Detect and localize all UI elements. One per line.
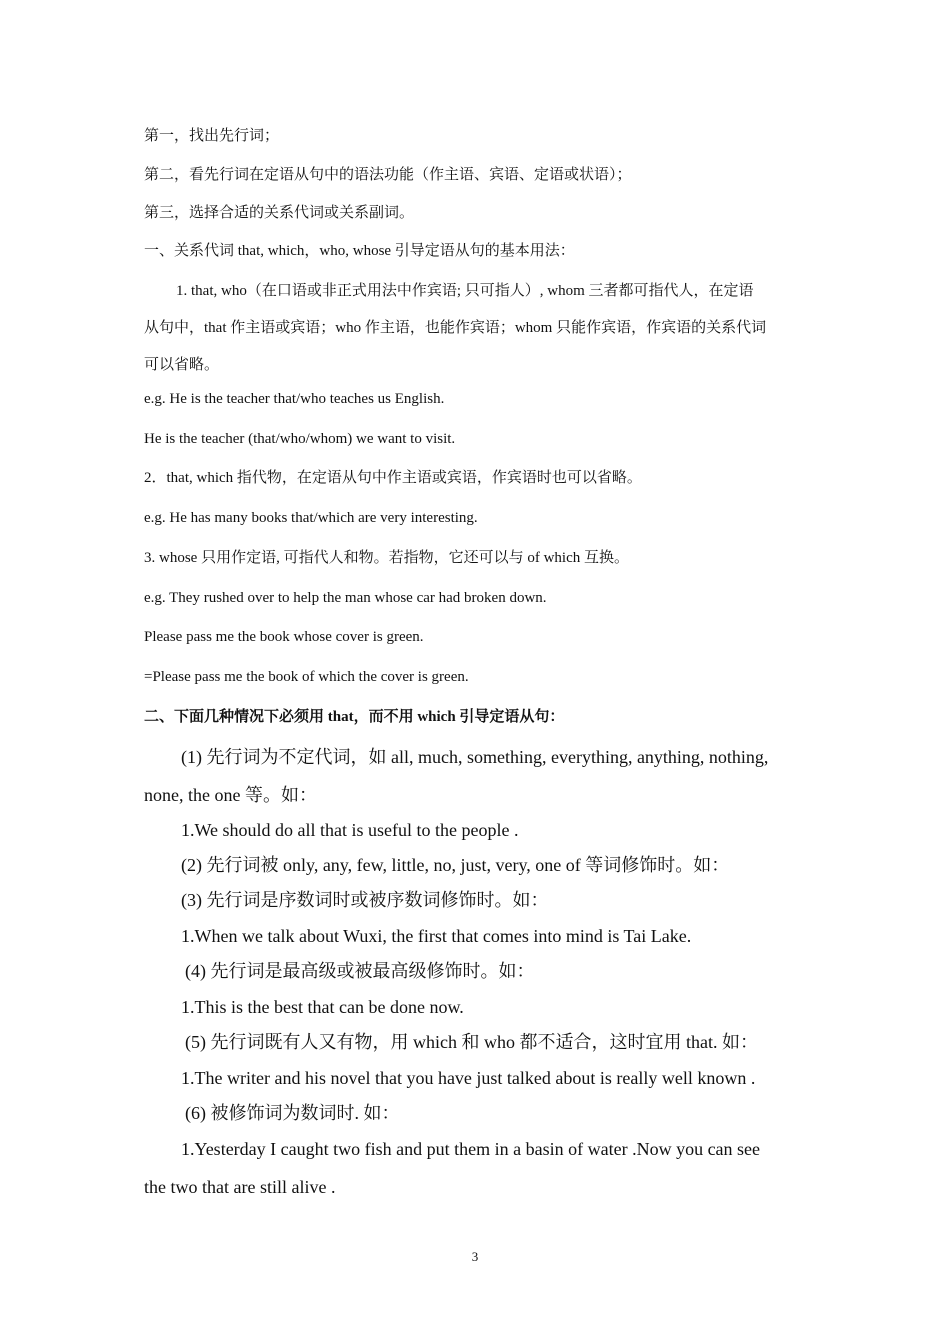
case-1-example: 1.We should do all that is useful to the people . <box>181 820 519 840</box>
case-6-example-line-1: 1.Yesterday I caught two fish and put them in a basin of water .Now you can see <box>181 1139 761 1159</box>
case-6: (6) 被修饰词为数词时. 如： <box>185 1103 400 1123</box>
rule-1-line-3: 可以省略。 <box>144 357 220 373</box>
case-5: (5) 先行词既有人又有物，用 which 和 who 都不适合，这时宜用 that. 如： <box>185 1032 758 1052</box>
step-three: 第三，选择合适的关系代词或关系副词。 <box>144 205 415 221</box>
case-1-line-1: (1) 先行词为不定代词，如 all, much, something, everything, anything, nothing, <box>181 747 769 767</box>
step-one: 第一，找出先行词； <box>144 128 280 144</box>
page-number: 3 <box>471 1249 479 1264</box>
example-3: e.g. He has many books that/which are very interesting. <box>144 510 478 526</box>
case-6-example-line-2: the two that are still alive . <box>144 1177 336 1197</box>
rule-2: 2．that, which 指代物，在定语从句中作主语或宾语，作宾语时也可以省略。 <box>144 470 642 486</box>
case-3: (3) 先行词是序数词时或被序数词修饰时。如： <box>181 890 549 910</box>
case-1-line-2: none, the one 等。如： <box>144 785 317 805</box>
rule-1-line-2: 从句中，that 作主语或宾语；who 作主语，也能作宾语；whom 只能作宾语，作宾语的关系代词 <box>144 320 767 336</box>
step-two: 第二，看先行词在定语从句中的语法功能（作主语、宾语、定语或状语）； <box>144 167 632 183</box>
example-1: e.g. He is the teacher that/who teaches us English. <box>144 391 445 407</box>
section-one-heading: 一、关系代词 that, which，who, whose 引导定语从句的基本用法： <box>144 243 575 259</box>
case-4: (4) 先行词是最高级或被最高级修饰时。如： <box>185 961 535 981</box>
case-2: (2) 先行词被 only, any, few, little, no, just, very, one of 等词修饰时。如： <box>181 855 730 875</box>
example-5: Please pass me the book whose cover is green. <box>144 629 424 645</box>
case-4-example: 1.This is the best that can be done now. <box>181 997 464 1017</box>
rule-3: 3. whose 只用作定语, 可指代人和物。若指物，它还可以与 of which 互换。 <box>144 550 629 566</box>
example-2: He is the teacher (that/who/whom) we want to visit. <box>144 431 456 447</box>
example-6: =Please pass me the book of which the cover is green. <box>144 669 469 685</box>
example-4: e.g. They rushed over to help the man whose car had broken down. <box>144 590 547 606</box>
rule-1-line-1: 1. that, who（在口语或非正式用法中作宾语; 只可指人）, whom 三者都可指代人，在定语 <box>176 283 754 299</box>
case-3-example: 1.When we talk about Wuxi, the first that comes into mind is Tai Lake. <box>181 926 692 946</box>
section-two-heading: 二、下面几种情况下必须用 that，而不用 which 引导定语从句： <box>144 709 565 725</box>
case-5-example: 1.The writer and his novel that you have just talked about is really well known . <box>181 1068 756 1088</box>
